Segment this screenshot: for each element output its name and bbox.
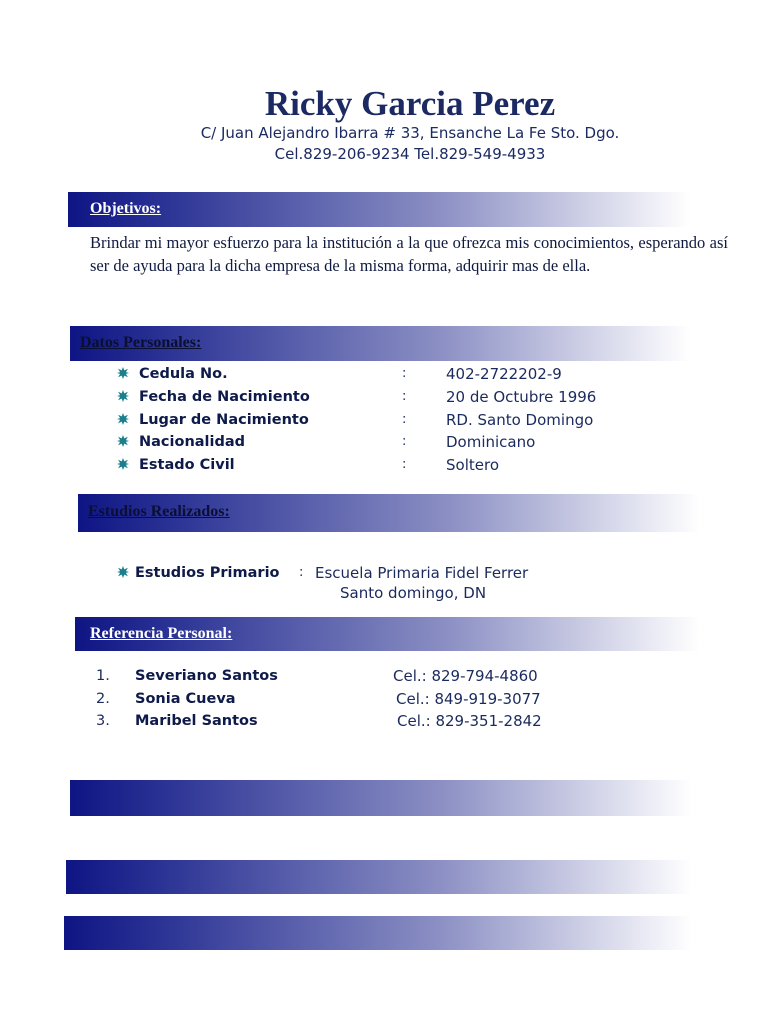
starburst-bullet-icon xyxy=(117,390,129,402)
estudios-school: Escuela Primaria Fidel Ferrer xyxy=(315,564,529,582)
estudios-location: Santo domingo, DN xyxy=(340,584,487,602)
personal-label: Estado Civil xyxy=(139,457,235,473)
starburst-bullet-icon xyxy=(117,566,129,578)
reference-name: Sonia Cueva xyxy=(135,691,236,707)
personal-value: RD. Santo Domingo xyxy=(446,411,594,429)
estudios-title: Estudios Realizados: xyxy=(88,503,230,520)
personal-separator: : xyxy=(402,412,407,427)
decorative-band xyxy=(64,916,692,950)
personal-separator: : xyxy=(402,457,407,472)
personal-value: Dominicano xyxy=(446,433,536,451)
estudios-band xyxy=(78,494,700,532)
objetivos-band xyxy=(68,192,690,227)
decorative-band xyxy=(70,780,692,816)
estudios-label: Estudios Primario xyxy=(135,565,280,581)
decorative-band xyxy=(66,860,692,894)
reference-phone: Cel.: 829-351-2842 xyxy=(397,712,542,730)
personal-value: 402-2722202-9 xyxy=(446,365,562,383)
reference-phone: Cel.: 829-794-4860 xyxy=(393,667,538,685)
reference-name: Maribel Santos xyxy=(135,713,258,729)
personal-separator: : xyxy=(402,389,407,404)
personal-value: 20 de Octubre 1996 xyxy=(446,388,597,406)
reference-phone: Cel.: 849-919-3077 xyxy=(396,690,541,708)
candidate-name: Ricky Garcia Perez xyxy=(264,84,556,123)
starburst-bullet-icon xyxy=(117,435,129,447)
reference-name: Severiano Santos xyxy=(135,668,278,684)
address-line: C/ Juan Alejandro Ibarra # 33, Ensanche La Fe Sto. Dgo. xyxy=(200,124,620,142)
reference-number: 1. xyxy=(96,668,110,684)
personal-label: Nacionalidad xyxy=(139,434,246,450)
personal-separator: : xyxy=(402,434,407,449)
personal-label: Lugar de Nacimiento xyxy=(139,412,309,428)
reference-number: 2. xyxy=(96,691,110,707)
phone-line: Cel.829-206-9234 Tel.829-549-4933 xyxy=(274,145,546,163)
starburst-bullet-icon xyxy=(117,413,129,425)
personal-separator: : xyxy=(402,366,407,381)
objetivos-title: Objetivos: xyxy=(90,200,162,217)
reference-number: 3. xyxy=(96,713,110,729)
starburst-bullet-icon xyxy=(117,458,129,470)
datos-personales-title: Datos Personales: xyxy=(80,334,202,351)
referencia-band xyxy=(75,617,700,651)
referencia-title: Referencia Personal: xyxy=(90,625,233,642)
objetivos-text: Brindar mi mayor esfuerzo para la institución a la que ofrezca mis conocimientos, esperando así ser de ayuda para la dicha empresa de la misma forma, adquirir mas de ella. xyxy=(90,233,728,275)
personal-label: Cedula No. xyxy=(139,366,228,382)
personal-label: Fecha de Nacimiento xyxy=(139,389,310,405)
personal-value: Soltero xyxy=(446,456,499,474)
datos-personales-band xyxy=(70,326,690,361)
starburst-bullet-icon xyxy=(117,367,129,379)
estudios-separator: : xyxy=(299,565,304,580)
